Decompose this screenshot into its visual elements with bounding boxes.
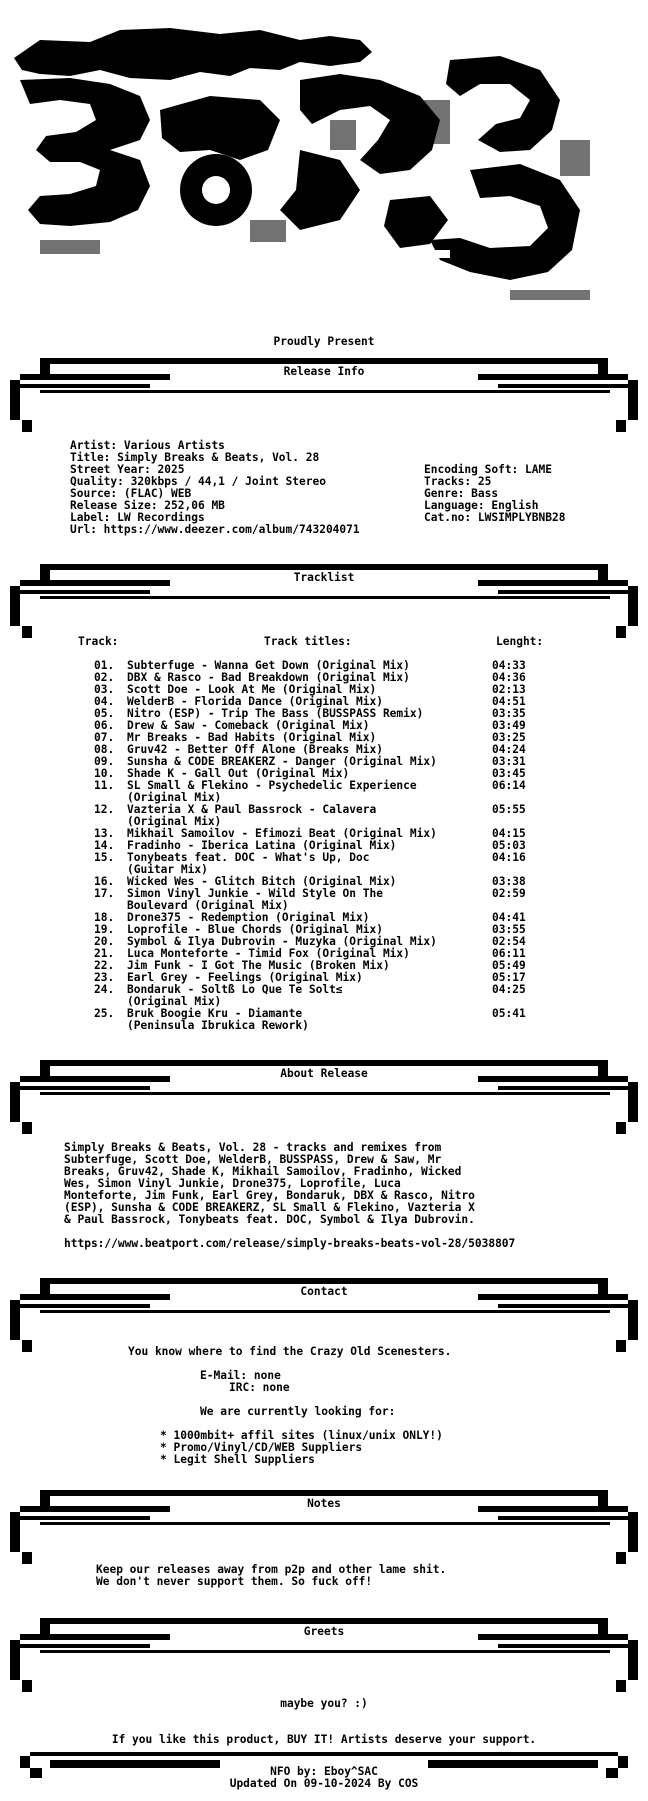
track-number: 24. bbox=[94, 983, 115, 996]
track-title: Earl Grey - Feelings (Original Mix) bbox=[127, 971, 363, 984]
track-number: 20. bbox=[94, 935, 115, 948]
track-number: 08. bbox=[94, 743, 115, 756]
track-number: 06. bbox=[94, 719, 115, 732]
track-title-continued: (Guitar Mix) bbox=[127, 863, 208, 876]
track-number: 22. bbox=[94, 959, 115, 972]
length-header: Lenght: bbox=[496, 635, 544, 648]
track-length: 04:33 bbox=[492, 659, 526, 672]
section-title: Release Info bbox=[283, 365, 365, 378]
release-size: Release Size: 252,06 MB bbox=[70, 499, 225, 512]
release-info-banner bbox=[10, 356, 638, 444]
about-line: Wes, Simon Vinyl Junkie, Drone375, Loprofile, Luca bbox=[64, 1177, 401, 1190]
contact-tagline: You know where to find the Crazy Old Scenesters. bbox=[128, 1345, 452, 1358]
track-number: 18. bbox=[94, 911, 115, 924]
track-title: Drew & Saw - Comeback (Original Mix) bbox=[127, 719, 370, 732]
track-length: 04:16 bbox=[492, 851, 526, 864]
track-length: 02:54 bbox=[492, 935, 526, 948]
track-number: 04. bbox=[94, 695, 115, 708]
track-title: Symbol & Ilya Dubrovin - Muzyka (Original Mix) bbox=[127, 935, 437, 948]
track-length: 04:51 bbox=[492, 695, 526, 708]
track-length: 05:55 bbox=[492, 803, 526, 816]
updated-on: Updated On 09-10-2024 By COS bbox=[229, 1777, 419, 1790]
track-length: 03:49 bbox=[492, 719, 526, 732]
track-length: 05:17 bbox=[492, 971, 526, 984]
track-title: Jim Funk - I Got The Music (Broken Mix) bbox=[127, 959, 390, 972]
track-length: 03:45 bbox=[492, 767, 526, 780]
looking-for-heading: We are currently looking for: bbox=[200, 1405, 396, 1418]
track-number: 17. bbox=[94, 887, 115, 900]
track-title: DBX & Rasco - Bad Breakdown (Original Mix) bbox=[127, 671, 410, 684]
track-length: 03:35 bbox=[492, 707, 526, 720]
track-number: 07. bbox=[94, 731, 115, 744]
track-title-continued: (Peninsula Ibrukica Rework) bbox=[127, 1019, 309, 1032]
track-title: Nitro (ESP) - Trip The Bass (BUSSPASS Remix) bbox=[127, 707, 424, 720]
beatport-link[interactable]: https://www.beatport.com/release/simply-breaks-beats-vol-28/5038807 bbox=[64, 1237, 516, 1250]
track-title: Gruv42 - Better Off Alone (Breaks Mix) bbox=[127, 743, 383, 756]
about-line: Monteforte, Jim Funk, Earl Grey, Bondaruk, DBX & Rasco, Nitro bbox=[64, 1189, 475, 1202]
track-titles-header: Track titles: bbox=[264, 635, 352, 648]
artist: Artist: Various Artists bbox=[70, 439, 225, 452]
track-length: 04:15 bbox=[492, 827, 526, 840]
track-length: 02:13 bbox=[492, 683, 526, 696]
track-number: 25. bbox=[94, 1007, 115, 1020]
quality: Quality: 320kbps / 44,1 / Joint Stereo bbox=[70, 475, 326, 488]
about-line: (ESP), Sunsha & CODE BREAKERZ, SL Small & Flekino, Vazteria X bbox=[64, 1201, 475, 1214]
about-line: Breaks, Gruv42, Shade K, Mikhail Samoilov, Fradinho, Wicked bbox=[64, 1165, 462, 1178]
track-number: 19. bbox=[94, 923, 115, 936]
track-title: Scott Doe - Look At Me (Original Mix) bbox=[127, 683, 377, 696]
track-length: 02:59 bbox=[492, 887, 526, 900]
track-number: 15. bbox=[94, 851, 115, 864]
section-title: About Release bbox=[280, 1067, 368, 1080]
label: Label: LW Recordings bbox=[70, 511, 205, 524]
wanted-item: * Legit Shell Suppliers bbox=[160, 1453, 315, 1466]
track-length: 03:31 bbox=[492, 755, 526, 768]
track-number: 12. bbox=[94, 803, 115, 816]
track-title: Tonybeats feat. DOC - What's Up, Doc bbox=[127, 851, 370, 864]
track-title-continued: Boulevard (Original Mix) bbox=[127, 899, 289, 912]
track-number: 02. bbox=[94, 671, 115, 684]
track-length: 04:25 bbox=[492, 983, 526, 996]
track-length: 06:11 bbox=[492, 947, 526, 960]
section-title: Notes bbox=[307, 1497, 341, 1510]
track-title-continued: (Original Mix) bbox=[127, 791, 222, 804]
contact-email: E-Mail: none bbox=[200, 1369, 281, 1382]
track-number: 14. bbox=[94, 839, 115, 852]
wanted-item: * Promo/Vinyl/CD/WEB Suppliers bbox=[160, 1441, 363, 1454]
track-length: 06:14 bbox=[492, 779, 526, 792]
street-year: Street Year: 2025 bbox=[70, 463, 185, 476]
track-title: Fradinho - Iberica Latina (Original Mix) bbox=[127, 839, 397, 852]
track-number: 13. bbox=[94, 827, 115, 840]
track-number: 11. bbox=[94, 779, 115, 792]
nfo-by: NFO by: Eboy^SAC bbox=[270, 1765, 378, 1778]
track-title: Luca Monteforte - Timid Fox (Original Mix) bbox=[127, 947, 410, 960]
tracks-count: Tracks: 25 bbox=[424, 475, 492, 488]
track-title: Sunsha & CODE BREAKERZ - Danger (Original Mix) bbox=[127, 755, 437, 768]
track-title: Simon Vinyl Junkie - Wild Style On The bbox=[127, 887, 383, 900]
section-title: Contact bbox=[300, 1285, 348, 1298]
intro-text: Proudly Present bbox=[273, 335, 375, 348]
notes-line: We don't never support them. So fuck off! bbox=[96, 1575, 373, 1588]
track-title: Wicked Wes - Glitch Bitch (Original Mix) bbox=[127, 875, 397, 888]
track-title: WelderB - Florida Dance (Original Mix) bbox=[127, 695, 383, 708]
language: Language: English bbox=[424, 499, 539, 512]
greets-line: maybe you? :) bbox=[280, 1697, 368, 1710]
track-title: Bondaruk - Soltß Lo Que Te Solt≤ bbox=[127, 983, 343, 996]
title: Title: Simply Breaks & Beats, Vol. 28 bbox=[70, 451, 320, 464]
track-number: 23. bbox=[94, 971, 115, 984]
cat-no: Cat.no: LWSIMPLYBNB28 bbox=[424, 511, 566, 524]
greets-banner bbox=[10, 1616, 638, 1704]
source: Source: (FLAC) WEB bbox=[70, 487, 192, 500]
track-title: Bruk Boogie Kru - Diamante bbox=[127, 1007, 303, 1020]
about-banner bbox=[10, 1058, 638, 1146]
track-title: Mikhail Samoilov - Efimozi Beat (Original Mix) bbox=[127, 827, 437, 840]
track-title: Vazteria X & Paul Bassrock - Calavera bbox=[127, 803, 377, 816]
track-length: 04:41 bbox=[492, 911, 526, 924]
about-line: Subterfuge, Scott Doe, WelderB, BUSSPASS, Drew & Saw, Mr bbox=[64, 1153, 442, 1166]
track-title: Mr Breaks - Bad Habits (Original Mix) bbox=[127, 731, 377, 744]
track-title: SL Small & Flekino - Psychedelic Experience bbox=[127, 779, 417, 792]
notes-line: Keep our releases away from p2p and other lame shit. bbox=[96, 1563, 447, 1576]
track-number: 09. bbox=[94, 755, 115, 768]
track-title: Subterfuge - Wanna Get Down (Original Mix) bbox=[127, 659, 410, 672]
ascii-art-logo bbox=[0, 0, 648, 320]
track-number: 10. bbox=[94, 767, 115, 780]
track-title: Loprofile - Blue Chords (Original Mix) bbox=[127, 923, 383, 936]
about-line: Simply Breaks & Beats, Vol. 28 - tracks and remixes from bbox=[64, 1141, 442, 1154]
track-length: 03:38 bbox=[492, 875, 526, 888]
track-length: 03:25 bbox=[492, 731, 526, 744]
track-title-continued: (Original Mix) bbox=[127, 995, 222, 1008]
encoding-soft: Encoding Soft: LAME bbox=[424, 463, 552, 476]
section-title: Greets bbox=[303, 1625, 345, 1638]
track-header: Track: bbox=[78, 635, 119, 648]
track-number: 16. bbox=[94, 875, 115, 888]
track-number: 21. bbox=[94, 947, 115, 960]
section-title: Tracklist bbox=[293, 571, 355, 584]
track-number: 01. bbox=[94, 659, 115, 672]
about-line: & Paul Bassrock, Tonybeats feat. DOC, Symbol & Ilya Dubrovin. bbox=[64, 1213, 475, 1226]
genre: Genre: Bass bbox=[424, 487, 499, 500]
track-length: 04:24 bbox=[492, 743, 526, 756]
support-line: If you like this product, BUY IT! Artists deserve your support. bbox=[111, 1733, 537, 1746]
track-title: Shade K - Gall Out (Original Mix) bbox=[127, 767, 350, 780]
track-number: 05. bbox=[94, 707, 115, 720]
contact-irc: IRC: none bbox=[229, 1381, 290, 1394]
track-length: 04:36 bbox=[492, 671, 526, 684]
track-length: 05:41 bbox=[492, 1007, 526, 1020]
track-length: 03:55 bbox=[492, 923, 526, 936]
track-number: 03. bbox=[94, 683, 115, 696]
track-length: 05:49 bbox=[492, 959, 526, 972]
track-length: 05:03 bbox=[492, 839, 526, 852]
track-title-continued: (Original Mix) bbox=[127, 815, 222, 828]
track-title: Drone375 - Redemption (Original Mix) bbox=[127, 911, 370, 924]
url: Url: https://www.deezer.com/album/743204071 bbox=[70, 523, 360, 536]
wanted-item: * 1000mbit+ affil sites (linux/unix ONLY!) bbox=[160, 1429, 443, 1442]
